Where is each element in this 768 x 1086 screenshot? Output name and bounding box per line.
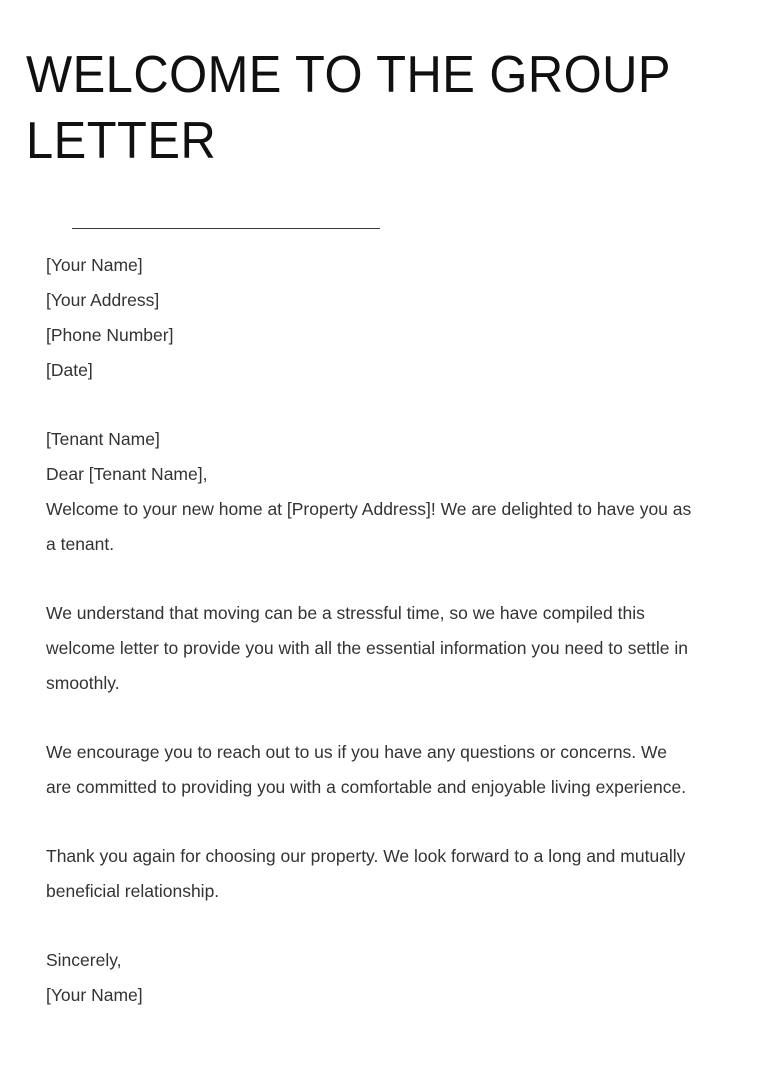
sender-phone: [Phone Number]	[46, 325, 174, 345]
signature-name: [Your Name]	[46, 985, 143, 1005]
body-paragraph-3	[46, 839, 696, 909]
paragraph-text: We encourage you to reach out to us if you have any questions or concerns. We are committed to providing you with a comfortable and enjoyable living experience.	[46, 742, 687, 797]
letter-body	[46, 248, 696, 1013]
salutation: Dear [Tenant Name],	[46, 464, 208, 484]
body-paragraph-1	[46, 596, 696, 701]
sender-date: [Date]	[46, 360, 93, 380]
page-title: WELCOME TO THE GROUP LETTER	[26, 46, 671, 170]
opening-paragraph: Welcome to your new home at [Property Address]! We are delighted to have you as a tenant.	[46, 499, 692, 554]
sender-address: [Your Address]	[46, 290, 160, 310]
paragraph-text: We understand that moving can be a stressful time, so we have compiled this welcome letter to provide you with all the essential information you need to settle in smoothly.	[46, 603, 689, 693]
sender-name: [Your Name]	[46, 255, 143, 275]
body-paragraph-2	[46, 735, 696, 805]
horizontal-rule-icon	[72, 228, 380, 229]
divider	[0, 222, 768, 236]
sender-block	[46, 248, 696, 388]
paragraph-text: Thank you again for choosing our property. We look forward to a long and mutually beneficial relationship.	[46, 846, 686, 901]
sign-off: Sincerely,	[46, 950, 122, 970]
recipient-block	[46, 422, 696, 562]
closing-block	[46, 943, 696, 1013]
recipient-name: [Tenant Name]	[46, 429, 160, 449]
